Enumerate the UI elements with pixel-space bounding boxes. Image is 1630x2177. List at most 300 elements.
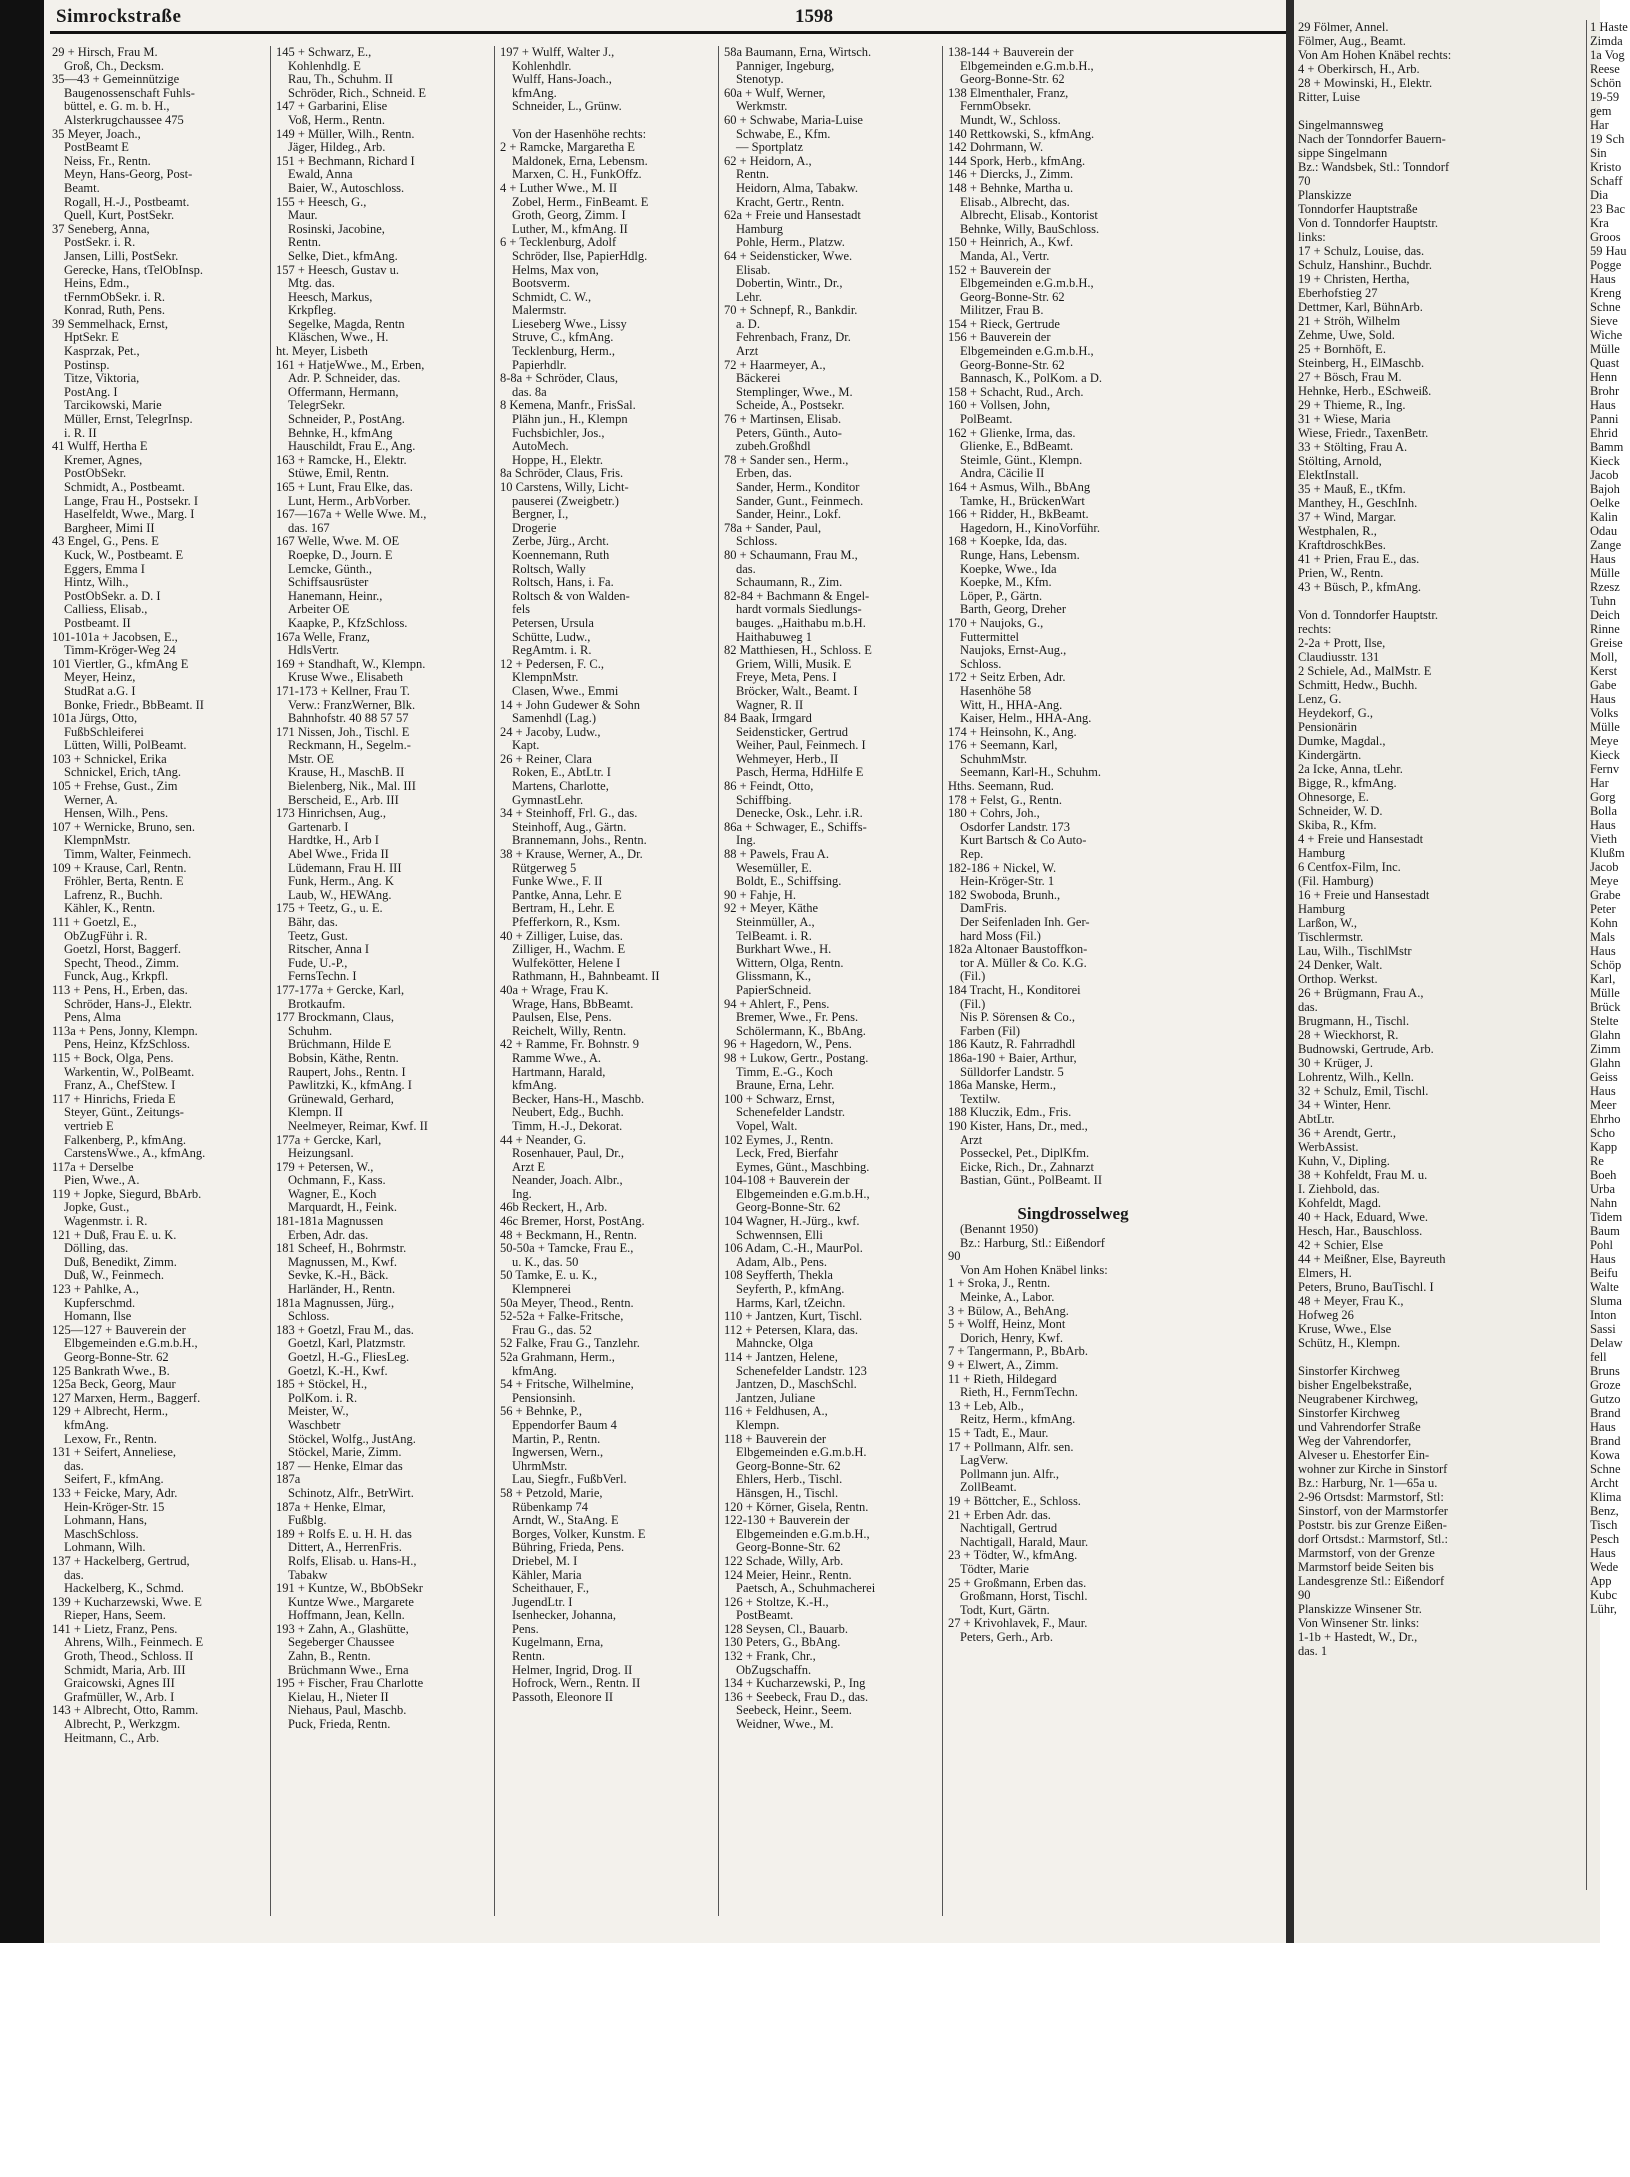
- directory-entry: 147 + Garbarini, Elise: [276, 99, 388, 114]
- directory-entry: Hardtke, H., Arb I: [288, 833, 379, 848]
- directory-entry: Haus: [1590, 944, 1616, 958]
- directory-entry: Graicowski, Agnes III: [64, 1676, 175, 1691]
- directory-entry: Schmidt, A., Postbeamt.: [64, 480, 185, 494]
- directory-entry: Harms, Karl, tZeichn.: [736, 1295, 846, 1310]
- directory-entry: Bielenberg, Nik., Mal. III: [288, 779, 416, 794]
- directory-entry: Pawlitzki, K., kfmAng. I: [288, 1078, 412, 1093]
- directory-entry: Marxen, C. H., FunkOffz.: [512, 167, 642, 182]
- directory-entry: Sander, Heinr., Lokf.: [736, 507, 842, 522]
- directory-entry: 112 + Petersen, Klara, das.: [724, 1322, 858, 1337]
- directory-entry: Jantzen, Juliane: [736, 1390, 816, 1405]
- directory-entry: Haselfeldt, Wwe., Marg. I: [64, 507, 195, 522]
- directory-entry: Todt, Kurt, Gärtn.: [960, 1602, 1050, 1617]
- scan-border-bottom: [0, 1943, 1600, 2177]
- directory-entry: 110 + Jantzen, Kurt, Tischl.: [724, 1309, 863, 1324]
- directory-entry: 115 + Bock, Olga, Pens.: [52, 1050, 174, 1065]
- directory-entry: Hamburg: [1298, 902, 1345, 916]
- directory-entry: 142 Dohrmann, W.: [948, 140, 1044, 155]
- directory-entry: Hackelberg, K., Schmd.: [64, 1581, 184, 1596]
- directory-entry: Tarcikowski, Marie: [64, 398, 162, 413]
- directory-entry: PostAng. I: [64, 384, 118, 399]
- directory-entry: StudRat a.G. I: [64, 683, 136, 698]
- directory-entry: Marquardt, H., Feink.: [288, 1200, 398, 1215]
- directory-entry: Wagner, R. II: [736, 697, 804, 712]
- directory-entry: 43 + Büsch, P., kfmAng.: [1298, 580, 1422, 594]
- directory-entry: Kähler, Maria: [512, 1567, 582, 1582]
- street-section-heading: Sinstorfer Kirchweg: [1298, 1406, 1400, 1420]
- directory-entry: Tecklenburg, Herm.,: [512, 344, 616, 359]
- directory-entry: Groth, Georg, Zimm. I: [512, 208, 626, 223]
- directory-entry: 96 + Hagedorn, W., Pens.: [724, 1037, 852, 1052]
- directory-entry: Klima: [1590, 1490, 1622, 1504]
- directory-entry: Kruse, Wwe., Else: [1298, 1322, 1392, 1336]
- directory-entry: gem: [1590, 104, 1612, 118]
- directory-entry: Pfefferkorn, R., Ksm.: [512, 915, 621, 929]
- directory-entry: Reckmann, H., Segelm.-: [288, 738, 411, 753]
- directory-entry: Behnke, Willy, BauSchloss.: [960, 221, 1100, 236]
- directory-entry: Falkenberg, P., kfmAng.: [64, 1132, 186, 1147]
- directory-entry: Schuhm.: [288, 1023, 333, 1038]
- directory-entry: Neiss, Fr., Rentn.: [64, 153, 151, 168]
- directory-entry: Sander, Gunt., Feinmech.: [736, 493, 864, 508]
- directory-entry: Paulsen, Else, Pens.: [512, 1010, 612, 1025]
- directory-entry: 6 + Tecklenburg, Adolf: [500, 235, 617, 250]
- directory-entry: u. K., das. 50: [512, 1254, 579, 1269]
- directory-entry: Kieck: [1590, 748, 1620, 762]
- directory-entry: Ing.: [736, 833, 756, 848]
- directory-entry: Lohmann, Wilh.: [64, 1540, 146, 1555]
- directory-entry: 58 + Petzold, Marie,: [500, 1485, 603, 1500]
- directory-entry: 42 + Ramme, Fr. Bohnstr. 9: [500, 1037, 640, 1052]
- directory-entry: 86a + Schwager, E., Schiffs-: [724, 819, 867, 834]
- directory-entry: HdlsVertr.: [288, 643, 340, 658]
- directory-entry: 7 + Tangermann, P., BbArb.: [948, 1344, 1088, 1359]
- directory-entry: Gerecke, Hans, tTelObInsp.: [64, 262, 204, 277]
- directory-entry: ElektInstall.: [1298, 468, 1359, 482]
- directory-entry: Glienke, E., BdBeamt.: [960, 439, 1074, 454]
- directory-entry: Kurt Bartsch & Co Auto-: [960, 833, 1087, 848]
- directory-entry: Grabe: [1590, 888, 1621, 902]
- directory-entry: Krkpfleg.: [288, 303, 337, 318]
- directory-entry: Kohfeldt, Magd.: [1298, 1196, 1381, 1210]
- directory-entry: Sluma: [1590, 1294, 1622, 1308]
- directory-entry: 41 Wulff, Hertha E: [52, 439, 148, 454]
- directory-entry: Bolla: [1590, 804, 1618, 818]
- directory-entry: 144 Spork, Herb., kfmAng.: [948, 153, 1086, 168]
- directory-entry: Dobertin, Wintr., Dr.,: [736, 276, 843, 291]
- directory-entry: Ritscher, Anna I: [288, 942, 370, 957]
- directory-entry: 86 + Feindt, Otto,: [724, 779, 814, 794]
- directory-entry: 151 + Bechmann, Richard I: [276, 153, 415, 168]
- directory-entry: Roepke, D., Journ. E: [288, 547, 393, 562]
- directory-entry: Bz.: Harburg, Stl.: Eißendorf: [960, 1235, 1105, 1250]
- directory-entry: Poststr. bis zur Grenze Eißen-: [1298, 1518, 1447, 1532]
- directory-entry: 175 + Teetz, G., u. E.: [276, 901, 383, 916]
- directory-entry: Dia: [1590, 188, 1609, 202]
- directory-entry: Sander, Herm., Konditor: [736, 480, 860, 494]
- directory-entry: PostBeamt E: [64, 140, 129, 155]
- directory-entry: 116 + Feldhusen, A.,: [724, 1404, 828, 1419]
- directory-entry: Peters, Günth., Auto-: [736, 425, 842, 440]
- directory-entry: Kindergärtn.: [1298, 748, 1362, 762]
- directory-entry: 191 + Kuntze, W., BbObSekr: [276, 1581, 423, 1596]
- directory-entry: Duß, W., Feinmech.: [64, 1268, 164, 1283]
- directory-entry: Schneider, L., Grünw.: [512, 99, 622, 114]
- directory-entry: Schmidt, C. W.,: [512, 289, 592, 304]
- directory-entry: PapierSchneid.: [736, 982, 812, 997]
- directory-entry: bisher Engelbekstraße,: [1298, 1378, 1412, 1392]
- directory-entry: Eggers, Emma I: [64, 561, 145, 576]
- directory-entry: 44 + Neander, G.: [500, 1132, 587, 1147]
- directory-entry: (Fil.): [960, 996, 986, 1011]
- directory-entry: Schröder, Ilse, PapierHdlg.: [512, 248, 648, 263]
- directory-entry: 177 Brockmann, Claus,: [276, 1010, 395, 1025]
- directory-entry: das.: [1298, 1000, 1318, 1014]
- directory-entry: Driebel, M. I: [512, 1553, 578, 1568]
- directory-entry: Budnowski, Gertrude, Arb.: [1298, 1042, 1434, 1056]
- directory-entry: 188 Kluczik, Edm., Fris.: [948, 1105, 1072, 1120]
- directory-entry: Brück: [1590, 1000, 1621, 1014]
- directory-entry: Brand: [1590, 1406, 1621, 1420]
- page-number: 1598: [795, 6, 833, 27]
- directory-entry: Hofrock, Wern., Rentn. II: [512, 1676, 641, 1691]
- directory-entry: Archt: [1590, 1476, 1619, 1490]
- page-header: [50, 4, 1280, 30]
- directory-entry: Hein-Kröger-Str. 1: [960, 874, 1055, 889]
- directory-entry: 62a + Freie und Hansestadt: [724, 208, 861, 223]
- directory-entry: Wrage, Hans, BbBeamt.: [512, 996, 634, 1011]
- directory-entry: Hanemann, Heinr.,: [288, 588, 383, 603]
- directory-entry: Kohn: [1590, 916, 1618, 930]
- directory-entry: Kielau, H., Nieter II: [288, 1689, 389, 1704]
- directory-entry: Ramme Wwe., A.: [512, 1050, 601, 1065]
- column-rule: [718, 46, 719, 1916]
- directory-entry: Stüwe, Emil, Rentn.: [288, 466, 390, 481]
- directory-entry: Meinke, A., Labor.: [960, 1290, 1055, 1305]
- directory-entry: Hensen, Wilh., Pens.: [64, 806, 169, 821]
- directory-entry: Lau, Siegfr., FußbVerl.: [512, 1472, 627, 1487]
- directory-entry: Bähr, das.: [288, 915, 338, 929]
- directory-entry: Steyer, Günt., Zeitungs-: [64, 1105, 184, 1120]
- directory-entry: Kasprzak, Pet.,: [64, 344, 140, 359]
- directory-entry: Delaw: [1590, 1336, 1623, 1350]
- directory-entry: Müller, Ernst, TelegrInsp.: [64, 412, 193, 427]
- directory-entry: Rentn.: [736, 167, 769, 182]
- directory-entry: 1a Vog: [1590, 48, 1625, 62]
- directory-entry: PostSekr. i. R.: [64, 235, 136, 250]
- directory-entry: 189 + Rolfs E. u. H. H. das: [276, 1526, 412, 1541]
- directory-entry: TelBeamt. i. R.: [736, 928, 812, 943]
- directory-entry: 13 + Leb, Alb.,: [948, 1398, 1024, 1413]
- directory-entry: AbtLtr.: [1298, 1112, 1335, 1126]
- directory-entry: Seebeck, Heinr., Seem.: [736, 1703, 852, 1718]
- directory-entry: ZollBeamt.: [960, 1480, 1017, 1495]
- directory-entry: Georg-Bonne-Str. 62: [960, 357, 1065, 372]
- directory-entry: Nahn: [1590, 1196, 1618, 1210]
- directory-entry: 100 + Schwarz, Ernst,: [724, 1091, 835, 1106]
- directory-entry: Elisab., Albrecht, das.: [960, 194, 1070, 209]
- directory-entry: Funck, Aug., Krkpfl.: [64, 969, 169, 984]
- directory-entry: Nachtigall, Gertrud: [960, 1521, 1058, 1536]
- directory-entry: Lange, Frau H., Postsekr. I: [64, 493, 199, 508]
- directory-entry: kfmAng.: [64, 1417, 109, 1432]
- directory-entry: PolBeamt.: [960, 412, 1013, 427]
- directory-entry: — Sportplatz: [736, 140, 804, 155]
- directory-entry: Meye: [1590, 874, 1619, 888]
- directory-entry: 163 + Ramcke, H., Elektr.: [276, 452, 407, 467]
- directory-entry: JugendLtr. I: [512, 1594, 573, 1609]
- directory-entry: Eberhofstieg 27: [1298, 286, 1378, 300]
- directory-entry: Zange: [1590, 538, 1622, 552]
- directory-entry: 157 + Heesch, Gustav u.: [276, 262, 399, 277]
- directory-entry: 25 + Bornhöft, E.: [1298, 342, 1386, 356]
- directory-entry: Hagedorn, H., KinoVorführ.: [960, 520, 1101, 535]
- column-rule: [942, 46, 943, 1916]
- directory-entry: Bannasch, K., PolKom. a D.: [960, 371, 1102, 386]
- directory-entry: das. 8a: [512, 384, 547, 399]
- right-page-column-a: [1298, 20, 1576, 1658]
- directory-entry: 182a Altonaer Baustoffkon-: [948, 942, 1088, 957]
- directory-entry: Niehaus, Paul, Maschb.: [288, 1703, 407, 1718]
- directory-entry: dorf Ortsdst.: Marmstorf, Stl.:: [1298, 1532, 1448, 1546]
- directory-column-3: [500, 46, 714, 1704]
- directory-entry: Plähn jun., H., Klempn: [512, 412, 628, 427]
- directory-entry: Schloss.: [736, 534, 778, 549]
- directory-entry: 105 + Frehse, Gust., Zim: [52, 779, 178, 794]
- directory-entry: Freye, Meta, Pens. I: [736, 670, 837, 685]
- directory-entry: FernsTechn. I: [288, 969, 357, 984]
- directory-entry: Elbgemeinden e.G.m.b.H.: [736, 1445, 867, 1460]
- directory-entry: Sinstorf, von der Marmstorfer: [1298, 1504, 1448, 1518]
- directory-entry: Haithabuweg 1: [736, 629, 813, 644]
- directory-entry: Pens, Heinz, KfzSchloss.: [64, 1037, 191, 1052]
- directory-entry: Manda, Al., Vertr.: [960, 248, 1050, 263]
- directory-entry: Eppendorfer Baum 4: [512, 1417, 617, 1432]
- directory-entry: 19 Sch: [1590, 132, 1625, 146]
- directory-entry: 101a Jürgs, Otto,: [52, 711, 138, 726]
- directory-entry: Nis P. Sörensen & Co.,: [960, 1010, 1075, 1025]
- directory-entry: 113 + Pens, H., Erben, das.: [52, 982, 188, 997]
- directory-entry: 8-8a + Schröder, Claus,: [500, 371, 618, 386]
- directory-entry: Timm, H.-J., Dekorat.: [512, 1118, 623, 1133]
- directory-entry: Inton: [1590, 1308, 1617, 1322]
- directory-entry: Marmstorf, von der Grenze: [1298, 1546, 1435, 1560]
- directory-entry: Pohle, Herm., Platzw.: [736, 235, 845, 250]
- directory-entry: Erben, das.: [736, 466, 792, 481]
- directory-entry: Kerst: [1590, 664, 1618, 678]
- directory-entry: Steinmüller, A.,: [736, 915, 815, 929]
- directory-entry: 118 + Bauverein der: [724, 1431, 827, 1446]
- directory-entry: 37 + Wind, Margar.: [1298, 510, 1397, 524]
- directory-entry: Jäger, Hildeg., Arb.: [288, 140, 386, 155]
- directory-entry: 166 + Ridder, H., BkBeamt.: [948, 507, 1089, 522]
- directory-entry: DamFris.: [960, 901, 1007, 916]
- directory-entry: 10 Carstens, Willy, Licht-: [500, 480, 629, 494]
- column-rule: [1586, 20, 1587, 1890]
- directory-entry: Roken, E., AbtLtr. I: [512, 765, 611, 780]
- directory-entry: Farben (Fil): [960, 1023, 1021, 1038]
- directory-entry: 54 + Fritsche, Wilhelmine,: [500, 1377, 634, 1392]
- directory-entry: Kläschen, Wwe., H.: [288, 330, 389, 345]
- directory-entry: [1298, 104, 1576, 118]
- directory-entry: Erben, Adr. das.: [288, 1227, 369, 1242]
- directory-entry: 26 + Brügmann, Frau A.,: [1298, 986, 1424, 1000]
- directory-entry: Grafmüller, W., Arb. I: [64, 1689, 175, 1704]
- directory-entry: 130 Peters, G., BbAng.: [724, 1635, 841, 1650]
- directory-entry: Lafrenz, R., Buchh.: [64, 887, 163, 902]
- directory-entry: Griem, Willi, Musik. E: [736, 656, 852, 671]
- directory-entry: Kieck: [1590, 454, 1620, 468]
- directory-entry: Rütgerweg 5: [512, 860, 577, 875]
- directory-entry: Calliess, Elisab.,: [64, 602, 148, 617]
- directory-entry: [1298, 594, 1576, 608]
- directory-entry: Ehrho: [1590, 1112, 1621, 1126]
- directory-entry: Vieth: [1590, 832, 1618, 846]
- directory-entry: Peters, Gerh., Arb.: [960, 1629, 1054, 1644]
- directory-entry: 34 + Steinhoff, Frl. G., das.: [500, 806, 638, 821]
- directory-entry: Wesemüller, E.: [736, 860, 812, 875]
- directory-entry: PostBeamt.: [736, 1608, 794, 1623]
- directory-entry: Urba: [1590, 1182, 1615, 1196]
- directory-entry: 39 Semmelhack, Ernst,: [52, 316, 168, 331]
- directory-entry: Kowa: [1590, 1448, 1620, 1462]
- directory-entry: Papierhdlr.: [512, 357, 567, 372]
- directory-entry: Ing.: [512, 1186, 532, 1201]
- directory-entry: Hoppe, H., Elektr.: [512, 452, 603, 467]
- directory-entry: Seifert, F., kfmAng.: [64, 1472, 164, 1487]
- directory-entry: 19-59: [1590, 90, 1620, 104]
- directory-entry: 162 + Glienke, Irma, das.: [948, 425, 1076, 440]
- directory-entry: 146 + Diercks, J., Zimm.: [948, 167, 1074, 182]
- directory-entry: Clasen, Wwe., Emmi: [512, 683, 619, 698]
- directory-entry: Maur.: [288, 208, 318, 223]
- directory-entry: Schütte, Ludw.,: [512, 629, 591, 644]
- directory-entry: 193 + Zahn, A., Glashütte,: [276, 1621, 409, 1636]
- directory-entry: Fölmer, Aug., Beamt.: [1298, 34, 1406, 48]
- directory-entry: Lütten, Willi, PolBeamt.: [64, 738, 187, 753]
- directory-entry: 122 Schade, Willy, Arb.: [724, 1553, 844, 1568]
- directory-entry: Ewald, Anna: [288, 167, 353, 182]
- street-section-heading: Singelmannsweg: [1298, 118, 1384, 132]
- directory-column-4: [724, 46, 938, 1732]
- directory-entry: Hartmann, Harald,: [512, 1064, 606, 1079]
- directory-entry: 117a + Derselbe: [52, 1159, 134, 1174]
- directory-entry: Kreng: [1590, 286, 1622, 300]
- directory-entry: Bäckerei: [736, 371, 781, 386]
- directory-entry: Har: [1590, 776, 1609, 790]
- directory-entry: 40 + Hack, Eduard, Wwe.: [1298, 1210, 1429, 1224]
- directory-entry: Schaff: [1590, 174, 1623, 188]
- directory-entry: Kähler, K., Rentn.: [64, 901, 156, 916]
- directory-entry: 52a Grahmann, Herm.,: [500, 1350, 615, 1364]
- directory-entry: Brotkaufm.: [288, 996, 346, 1011]
- directory-entry: Steinhoff, Aug., Gärtn.: [512, 819, 627, 834]
- directory-entry: Zehme, Uwe, Sold.: [1298, 328, 1395, 342]
- directory-entry: 8a Schröder, Claus, Fris.: [500, 466, 624, 481]
- directory-entry: 78 + Sander sen., Herm.,: [724, 452, 849, 467]
- directory-entry: Von d. Tonndorfer Hauptstr.: [1298, 608, 1438, 622]
- directory-entry: Schinotz, Alfr., BetrWirt.: [288, 1485, 414, 1500]
- directory-entry: 24 + Jacoby, Ludw.,: [500, 724, 601, 739]
- directory-entry: 50-50a + Tamcke, Frau E.,: [500, 1241, 634, 1256]
- directory-entry: Waschbetr: [288, 1417, 341, 1432]
- directory-entry: Witt, H., HHA-Ang.: [960, 697, 1063, 712]
- directory-entry: Skiba, R., Kfm.: [1298, 818, 1377, 832]
- directory-entry: WerbAssist.: [1298, 1140, 1359, 1154]
- directory-entry: Weg der Vahrendorfer,: [1298, 1434, 1412, 1448]
- directory-entry: Stöckel, Wolfg., JustAng.: [288, 1431, 416, 1446]
- directory-entry: Westphalen, R.,: [1298, 524, 1377, 538]
- directory-entry: Ahrens, Wilh., Feinmech. E: [64, 1635, 204, 1650]
- directory-entry: Bz.: Harburg, Nr. 1—65a u.: [1298, 1476, 1438, 1490]
- column-rule: [494, 46, 495, 1916]
- directory-entry: 104-108 + Bauverein der: [724, 1173, 850, 1188]
- directory-entry: 2 Schiele, Ad., MalMstr. E: [1298, 664, 1432, 678]
- directory-entry: Steinberg, H., ElMaschb.: [1298, 356, 1425, 370]
- directory-entry: Mundt, W., Schloss.: [960, 112, 1061, 127]
- directory-entry: Dölling, das.: [64, 1241, 129, 1256]
- directory-entry: Zimm: [1590, 1042, 1621, 1056]
- right-page-column-b: [1590, 20, 1630, 1616]
- directory-entry: 28 + Mowinski, H., Elektr.: [1298, 76, 1433, 90]
- directory-entry: 160 + Vollsen, John,: [948, 398, 1051, 413]
- directory-entry: 72 + Haarmeyer, A.,: [724, 357, 826, 372]
- directory-entry: Rep.: [960, 847, 984, 862]
- directory-entry: 138 Elmenthaler, Franz,: [948, 85, 1069, 100]
- directory-entry: 35 Meyer, Joach.,: [52, 126, 141, 141]
- directory-entry: Schulz, Hanshinr., Buchdr.: [1298, 258, 1433, 272]
- directory-entry: Beifu: [1590, 1266, 1618, 1280]
- directory-entry: Groze: [1590, 1378, 1621, 1392]
- directory-entry: 148 + Behnke, Martha u.: [948, 180, 1074, 195]
- directory-entry: I. Ziehbold, das.: [1298, 1182, 1380, 1196]
- directory-entry: GymnastLehr.: [512, 792, 584, 807]
- directory-entry: 173 Hinrichsen, Aug.,: [276, 806, 387, 821]
- directory-entry: Haus: [1590, 552, 1616, 566]
- directory-entry: Offermann, Hermann,: [288, 384, 399, 399]
- directory-entry: Schneider, W. D.: [1298, 804, 1383, 818]
- directory-entry: Odau: [1590, 524, 1618, 538]
- directory-entry: Zobel, Herm., FinBeamt. E: [512, 194, 649, 209]
- directory-entry: Eicke, Rich., Dr., Zahnarzt: [960, 1159, 1094, 1174]
- directory-entry: Geiss: [1590, 1070, 1618, 1084]
- directory-entry: 108 Seyfferth, Thekla: [724, 1268, 833, 1283]
- directory-entry: Arzt E: [512, 1159, 545, 1174]
- directory-entry: Lemcke, Günth.,: [288, 561, 373, 576]
- directory-entry: Pohl: [1590, 1238, 1613, 1252]
- directory-entry: 29 Fölmer, Annel.: [1298, 20, 1389, 34]
- directory-entry: tFernmObSekr. i. R.: [64, 289, 166, 304]
- directory-entry: das.: [736, 561, 756, 576]
- directory-entry: Bamm: [1590, 440, 1624, 454]
- directory-entry: Boeh: [1590, 1168, 1617, 1182]
- directory-entry: 101 Viertler, G., kfmAng E: [52, 656, 189, 671]
- directory-entry: Großmann, Horst, Tischl.: [960, 1589, 1088, 1604]
- directory-entry: Kaapke, P., KfzSchloss.: [288, 615, 408, 630]
- directory-entry: Franz, A., ChefStew. I: [64, 1078, 176, 1093]
- directory-entry: Struve, C., kfmAng.: [512, 330, 614, 345]
- directory-entry: Von d. Tonndorfer Hauptstr.: [1298, 216, 1438, 230]
- directory-entry: 140 Rettkowski, S., kfmAng.: [948, 126, 1095, 141]
- directory-entry: Vopel, Walt.: [736, 1118, 798, 1133]
- directory-entry: 90: [1298, 1588, 1311, 1602]
- directory-entry: Wede: [1590, 1560, 1619, 1574]
- directory-entry: Schne: [1590, 1462, 1621, 1476]
- directory-entry: Lieseberg Wwe., Lissy: [512, 316, 627, 331]
- directory-entry: 50a Meyer, Theod., Rentn.: [500, 1295, 634, 1310]
- directory-entry: Haus: [1590, 1252, 1616, 1266]
- directory-entry: Georg-Bonne-Str. 62: [960, 289, 1065, 304]
